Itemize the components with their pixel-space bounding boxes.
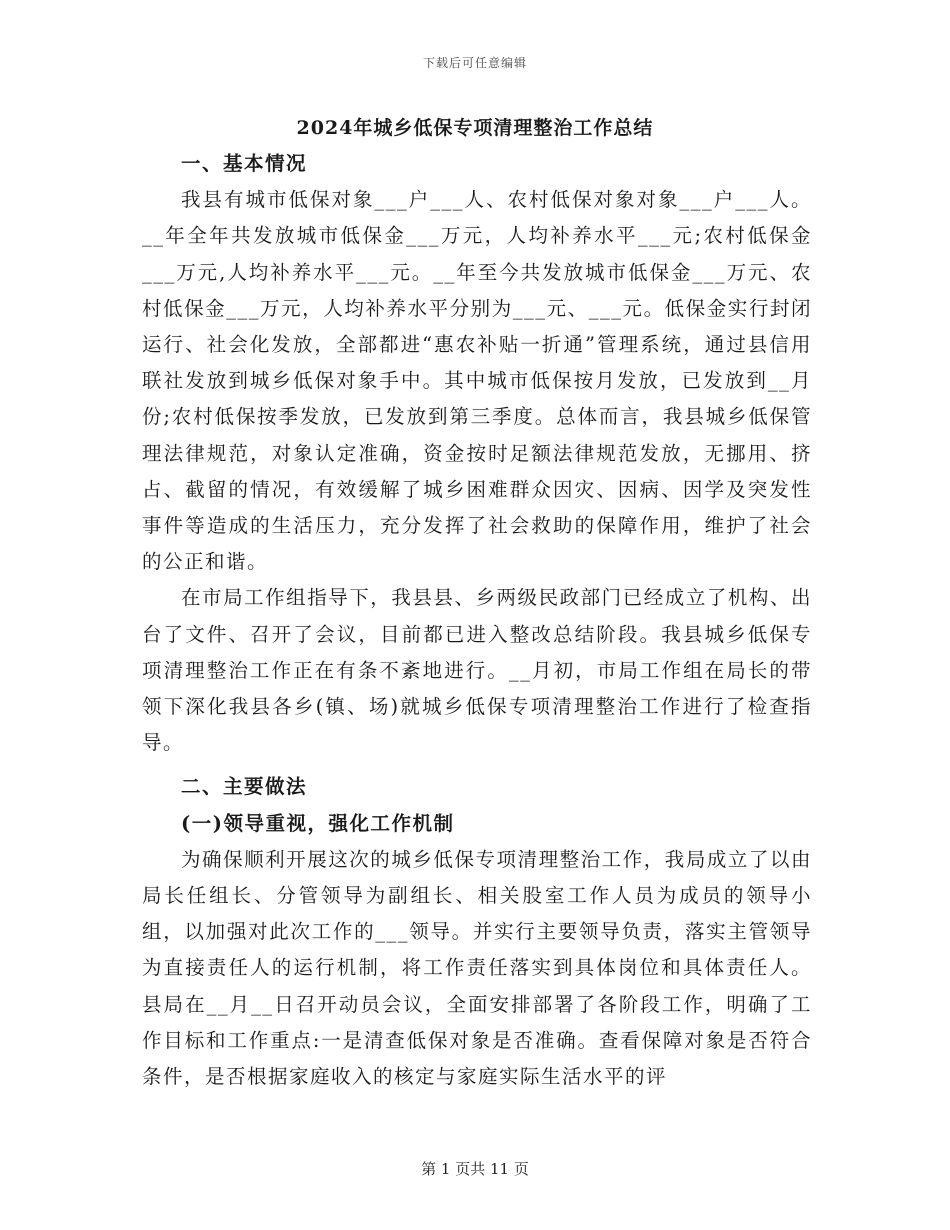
paragraph: 在市局工作组指导下，我县县、乡两级民政部门已经成立了机构、出台了文件、召开了会议，目前都已进入整改总结阶段。我县城乡低保专项清理整治工作正在有条不紊地进行。__月初，市局工作组在局长的带领下深化我县各乡(镇、场)就城乡低保专项清理整治工作进行了检查指导。 [142,586,812,755]
subsection-heading-leadership: (一)领导重视，强化工作机制 [181,811,455,835]
section-heading-basic-situation: 一、基本情况 [181,152,308,175]
page-number: 第 1 页共 11 页 [421,1160,529,1178]
document-title: 2024年城乡低保专项清理整治工作总结 [296,117,654,139]
paragraph: 为确保顺利开展这次的城乡低保专项清理整治工作，我局成立了以由局长任组长、分管领导为副组长、相关股室工作人员为成员的领导小组，以加强对此次工作的___领导。并实行主要领导负责，落实主管领导为直接责任人的运行机制，将工作责任落实到具体岗位和具体责任人。县局在__月__日召开动员会议，全面安排部署了各阶段工作，明确了工作目标和工作重点:一是清查低保对象是否准确。查看保障对象是否符合条件，是否根据家庭收入的核定与家庭实际生活水平的评 [142,847,812,1089]
paragraph: 我县有城市低保对象___户___人、农村低保对象对象___户___人。__年全年共发放城市低保金___万元，人均补养水平___元;农村低保金___万元,人均补养水平___元。__年至今共发放城市低保金___万元、农村低保金___万元，人均补养水平分别为___元、___元。低保金实行封闭运行、社会化发放，全部都进“惠农补贴一折通”管理系统，通过县信用联社发放到城乡低保对象手中。其中城市低保按月发放，已发放到__月份;农村低保按季发放，已发放到第三季度。总体而言，我县城乡低保管理法律规范，对象认定准确，资金按时足额法律规范发放，无挪用、挤占、截留的情况，有效缓解了城乡困难群众因灾、因病、因学及突发性事件等造成的生活压力，充分发挥了社会救助的保障作用，维护了社会的公正和谐。 [142,188,812,574]
header-note: 下载后可任意编辑 [422,56,527,70]
section-heading-main-practices: 二、主要做法 [181,775,308,799]
document-body [142,146,812,1095]
